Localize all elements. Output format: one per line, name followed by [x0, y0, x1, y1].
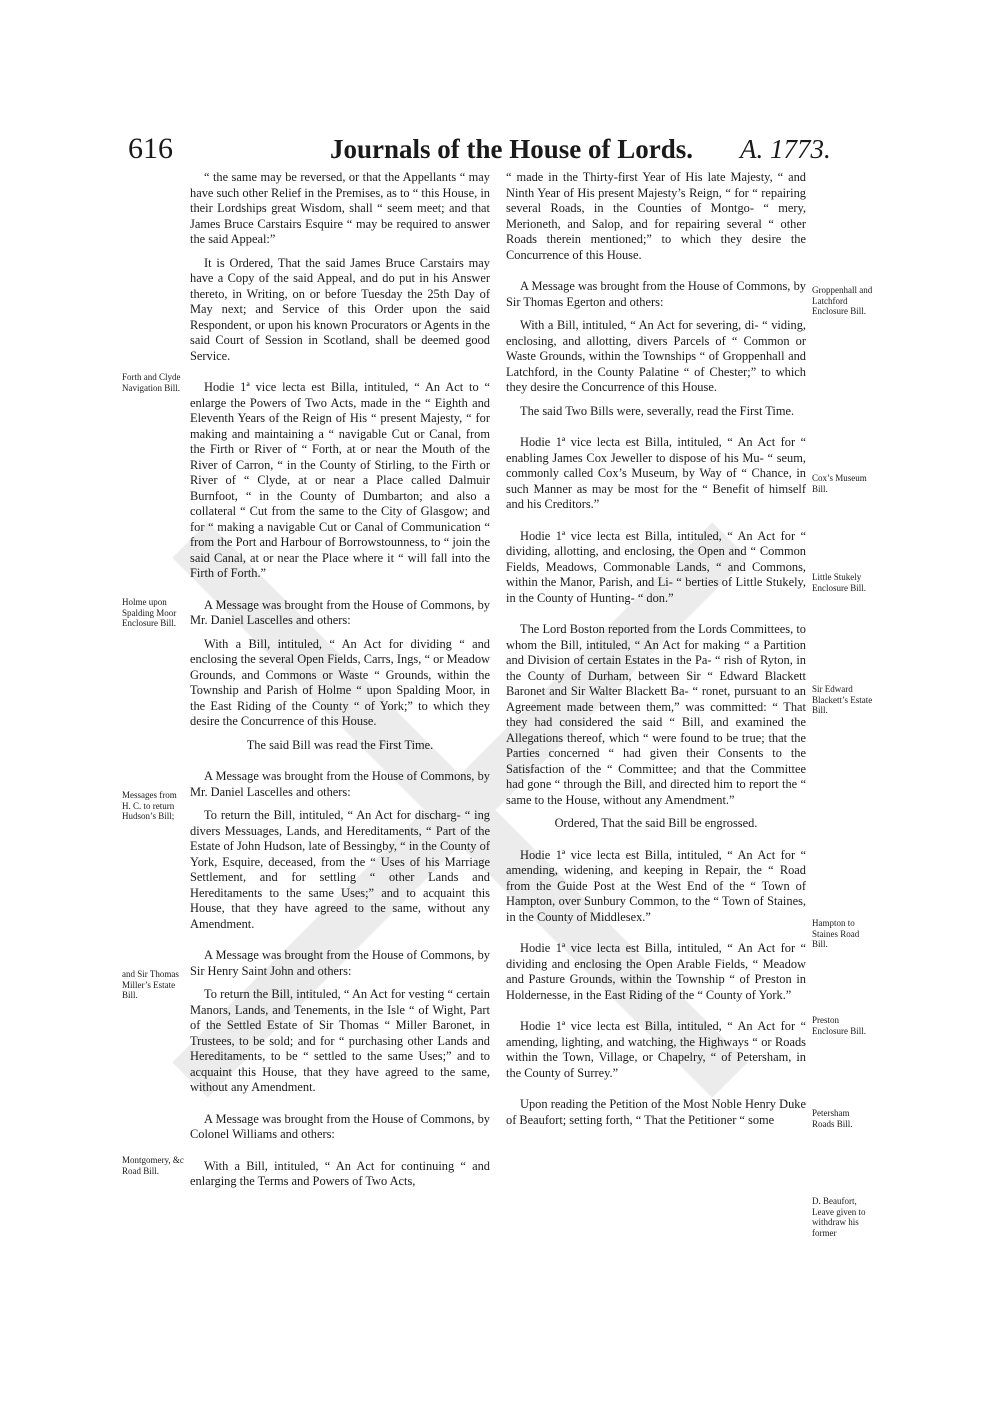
paragraph: Hodie 1ª vice lecta est Billa, intituled, “ An Act for “ dividing and enclosing the Open Arable Fields, “ Meadow and Pasture Grounds, within the Township “ of Preston in Holdernesse, in the East Riding of the “ County of York.” — [506, 941, 806, 1002]
year-label: A. 1773. — [740, 134, 831, 164]
margin-note: Preston Enclosure Bill. — [812, 1015, 866, 1036]
paragraph: To return the Bill, intituled, “ An Act for discharg- “ ing divers Messuages, Lands, and Hereditaments, “ Part of the Estate of John Hudson, late of Bessingby, “ in the County of York, Esquire, deceased, from the “ Uses of his Marriage Settlement, and for settling “ other Lands and Hereditaments to the same Uses;” and to acquaint this House, that they have agreed to the same, without any Amendment. — [190, 808, 490, 931]
paragraph: Upon reading the Petition of the Most Noble Henry Duke of Beaufort; setting forth, “ That the Petitioner “ some — [506, 1097, 806, 1127]
margin-note: Sir Edward Blackett’s Estate Bill. — [812, 684, 873, 715]
journal-title: Journals of the House of Lords. — [330, 134, 694, 164]
paragraph: Hodie 1ª vice lecta est Billa, intituled, “ An Act for “ amending, lighting, and watching, the Highways “ or Roads within the Town, Village, or Chapelry, “ of Petersham, in the County of Surrey.” — [506, 1019, 806, 1080]
page-number: 616 — [128, 132, 173, 165]
margin-note: and Sir Thomas Miller’s Estate Bill. — [122, 969, 179, 1000]
margin-note: Petersham Roads Bill. — [812, 1108, 853, 1129]
paragraph: “ made in the Thirty-first Year of His late Majesty, “ and Ninth Year of His present Majesty’s Reign, “ for “ repairing several Roads, in the Counties of Montgo- “ mery, Merioneth, and Salop, and for repairing several “ other Roads therein mentioned;” to which they desire the Concurrence of this House. — [506, 170, 806, 262]
margin-note: Messages from H. C. to return Hudson’s Bill; — [122, 790, 177, 821]
paragraph: Hodie 1ª vice lecta est Billa, intituled, “ An Act for “ amending, widening, and keeping in Repair, the “ Road from the Guide Post at the West End of the “ Town of Hampton, over Sunbury Common, to the “ Town of Staines, in the County of Middlesex.” — [506, 847, 806, 924]
paragraph: It is Ordered, That the said James Bruce Carstairs may have a Copy of the said Appeal, and do put in his Answer thereto, in Writing, on or before Tuesday the 25th Day of May next; and Service of this Order upon the said Respondent, or upon his known Procurators or Agents in the said Court of Session in Scotland, shall be deemed good Service. — [190, 255, 490, 363]
margin-note: Little Stukely Enclosure Bill. — [812, 572, 866, 593]
paragraph: A Message was brought from the House of Commons, by Sir Thomas Egerton and others: — [506, 279, 806, 309]
paragraph: Hodie 1ª vice lecta est Billa, intituled, “ An Act for “ enabling James Cox Jeweller to dispose of his Mu- “ seum, commonly called Cox’s Museum, by Way of “ Chance, in such Manner as may be most for the “ Benefit of himself and his Creditors.” — [506, 435, 806, 511]
paragraph: With a Bill, intituled, “ An Act for severing, di- “ viding, enclosing, and allotting, divers Parcels of “ Common or Waste Grounds, within the Townships “ of Groppenhall and Latchford, in the County Palatine “ of Chester;” to which they desire the Concurrence of this House. — [506, 318, 806, 394]
paragraph: The said Two Bills were, severally, read the First Time. — [520, 403, 795, 418]
paragraph: A Message was brought from the House of Commons, by Mr. Daniel Lascelles and others: — [190, 769, 490, 799]
left-column — [190, 170, 490, 1198]
paragraph: Ordered, That the said Bill be engrossed. — [554, 816, 758, 830]
paragraph: “ the same may be reversed, or that the Appellants “ may have such other Relief in the Premises, as to “ this House, in their Lordships great Wisdom, shall “ seem meet; and that James Bruce Carstairs Esquire “ may be required to answer the said Appeal:” — [190, 170, 490, 246]
paragraph: With a Bill, intituled, “ An Act for dividing “ and enclosing the several Open Fields, Carrs, Ings, “ or Meadow Grounds, and Commons or Waste “ Grounds, within the Township and Parish of Holme “ upon Spalding Moor, in the East Riding of the County “ of York;” to which they desire the Concurrence of this House. — [190, 636, 490, 728]
paragraph: The Lord Boston reported from the Lords Committees, to whom the Bill, intituled, “ An Act for making “ a Partition and Division of certain Estates in the Pa- “ rish of Ryton, in the County of Durham, between Sir “ Edward Blackett Baronet and Sir Walter Blackett Ba- “ ronet, pursuant to an Agreement made between them,” was committed: “ That they had considered the said “ Bill, and examined the Allegations thereof, which “ were found to be true; that the Parties concerned “ had given their Consents to the Satisfaction of the “ Committee; and that the Committee had gone “ through the Bill, and directed him to report the “ same to the House, without any Amendment.” — [506, 622, 806, 807]
paragraph: With a Bill, intituled, “ An Act for continuing “ and enlarging the Terms and Powers of Two Acts, — [190, 1158, 490, 1188]
paragraph: Hodie 1ª vice lecta est Billa, intituled, “ An Act to “ enlarge the Powers of Two Acts, made in the “ Eighth and Eleventh Years of the Reign of His “ present Majesty, “ for making and maintaining a “ navigable Cut or Canal, from the Firth or River of “ Forth, at or near the Mouth of the River of Carron, “ in the County of Stirling, to the Firth or River of “ Clyde, at or near a Place called Dalmuir Burnfoot, “ in the County of Dumbarton; and also a collateral “ Cut from the same to the City of Glasgow; and for “ making a navigable Cut or Canal of Communication “ from the Port and Harbour of Borrowstounness, to “ join the said Canal, at or near the Place where it “ will fall into the Firth of Forth.” — [190, 380, 490, 580]
margin-note: D. Beaufort, Leave given to withdraw his former — [812, 1196, 866, 1238]
right-column — [506, 170, 806, 1136]
margin-note: Forth and Clyde Navigation Bill. — [122, 372, 181, 393]
paragraph: To return the Bill, intituled, “ An Act for vesting “ certain Manors, Lands, and Tenements, in the Isle “ of Wight, Part of the Settled Estate of Sir Thomas “ Miller Baronet, in Trustees, to be sold; and for “ purchasing other Lands and Hereditaments, to be “ settled to the same Uses;” and to acquaint this House, that they have agreed to the same, without any Amendment. — [190, 987, 490, 1094]
paragraph: The said Bill was read the First Time. — [246, 737, 434, 752]
margin-note: Groppenhall and Latchford Enclosure Bill. — [812, 285, 873, 316]
margin-note: Cox’s Museum Bill. — [812, 473, 867, 494]
margin-note: Montgomery, &c Road Bill. — [122, 1155, 184, 1176]
paragraph: A Message was brought from the House of Commons, by Sir Henry Saint John and others: — [190, 948, 490, 978]
margin-note: Hampton to Staines Road Bill. — [812, 918, 860, 949]
margin-note: Holme upon Spalding Moor Enclosure Bill. — [122, 597, 177, 628]
paragraph: Hodie 1ª vice lecta est Billa, intituled, “ An Act for “ dividing, allotting, and enclosing, the Open and “ Common Fields, Meadows, Commonable Lands, “ and Commons, within the Manor, Parish, and Li- “ berties of Little Stukely, in the County of Hunting- “ don.” — [506, 528, 806, 605]
page-header — [0, 132, 992, 172]
paragraph: A Message was brought from the House of Commons, by Mr. Daniel Lascelles and others: — [190, 597, 490, 627]
paragraph: A Message was brought from the House of Commons, by Colonel Williams and others: — [190, 1111, 490, 1141]
